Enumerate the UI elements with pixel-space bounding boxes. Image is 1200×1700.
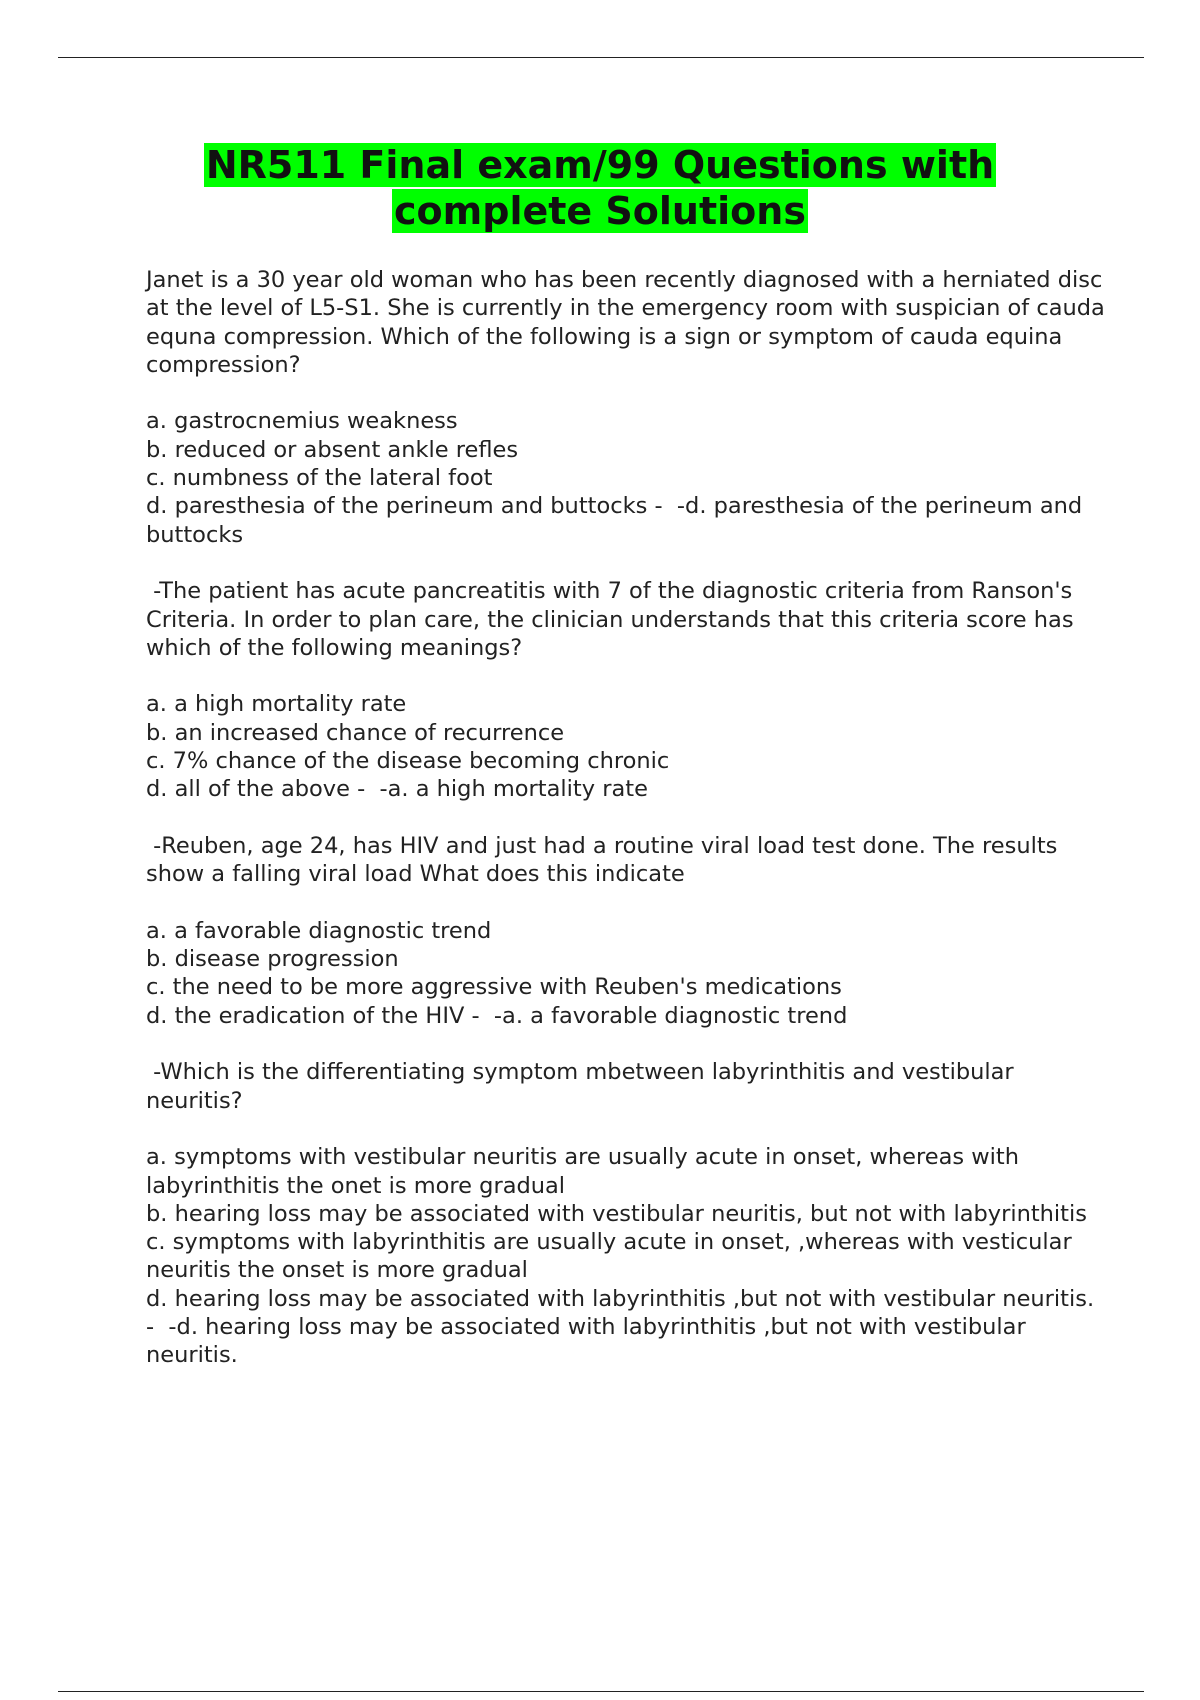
question-stem: -Reuben, age 24, has HIV and just had a routine viral load test done. The results show a falling viral load What does this indicate [146, 832, 1065, 888]
question-stem: -Which is the differentiating symptom mbetween labyrinthitis and vestibular neuritis? [146, 1059, 1021, 1114]
answer-option: c. numbness of the lateral foot [146, 465, 493, 492]
title-line-1 [60, 142, 1140, 188]
title-highlight-2: complete Solutions [394, 189, 806, 233]
answer-option: b. hearing loss may be associated with vestibular neuritis, but not with labyrinthitis [146, 1200, 1087, 1227]
question-block [146, 1058, 1106, 1369]
question-stem: Janet is a 30 year old woman who has been recently diagnosed with a herniated disc at the level of L5-S1. She is currently in the emergency room with suspician of cauda equna compression. Which of the following is a sign or symptom of cauda equina compression? [146, 267, 1112, 378]
answer-option: a. a favorable diagnostic trend [146, 917, 492, 944]
answer-option: c. the need to be more aggressive with Reuben's medications [146, 974, 842, 1001]
answer-option: d. the eradication of the HIV - -a. a favorable diagnostic trend [146, 1002, 848, 1029]
answer-option: a. gastrocnemius weakness [146, 408, 458, 435]
answer-option: b. reduced or absent ankle refles [146, 436, 519, 463]
footer-rule [58, 1691, 1144, 1692]
answer-option: b. disease progression [146, 946, 399, 973]
answer-option: b. an increased chance of recurrence [146, 719, 565, 746]
question-stem: -The patient has acute pancreatitis with 7 of the diagnostic criteria from Ranson's Criteria. In order to plan care, the clinician understands that this criteria score has which of the following meanings? [146, 578, 1081, 661]
title-line-2 [60, 188, 1140, 234]
answer-option: d. paresthesia of the perineum and buttocks - -d. paresthesia of the perineum and buttocks [146, 493, 1090, 548]
answer-option: c. symptoms with labyrinthitis are usually acute in onset, ,whereas with vesticular neuritis the onset is more gradual [146, 1229, 1079, 1284]
header-rule [58, 57, 1144, 58]
answer-option: a. a high mortality rate [146, 691, 407, 718]
question-block [146, 832, 1106, 1030]
answer-option: c. 7% chance of the disease becoming chronic [146, 748, 670, 775]
question-block [146, 577, 1106, 803]
document-title [60, 142, 1140, 234]
document-body [146, 266, 1112, 1370]
answer-option: d. hearing loss may be associated with labyrinthitis ,but not with vestibular neuritis. - -d. hearing loss may be associated with labyrinthitis ,but not with vestibular neuritis. [146, 1285, 1102, 1369]
answer-option: a. symptoms with vestibular neuritis are usually acute in onset, whereas with labyrinthitis the onet is more gradual [146, 1144, 1027, 1199]
title-highlight-1: NR511 Final exam/99 Questions with [205, 143, 995, 187]
question-block [146, 266, 1112, 549]
answer-option: d. all of the above - -a. a high mortality rate [146, 776, 648, 803]
